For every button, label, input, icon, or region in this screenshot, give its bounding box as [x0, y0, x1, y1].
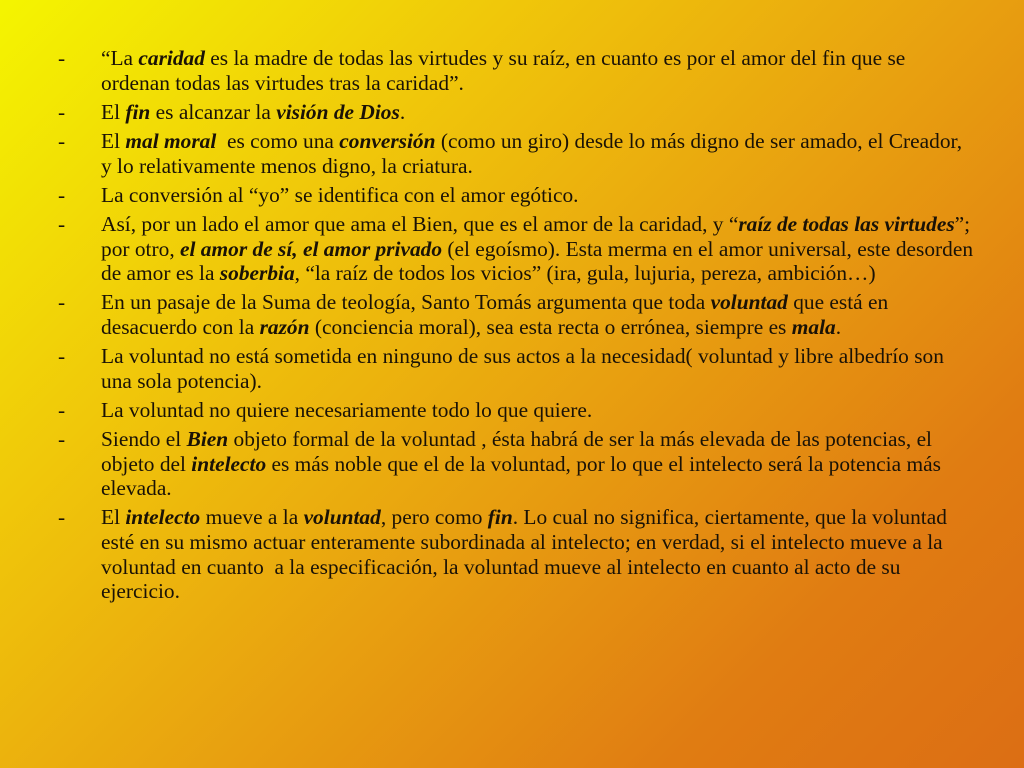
- bullet-dash: -: [58, 99, 66, 124]
- emphasis-term: voluntad: [710, 290, 788, 315]
- bullet-item: [58, 505, 978, 603]
- text-run: La conversión al “yo” se identifica con el amor egótico.: [101, 182, 579, 207]
- emphasis-term: raíz de todas las virtudes: [738, 211, 955, 236]
- text-run: (conciencia moral), sea esta recta o errónea, siempre es: [309, 314, 792, 339]
- bullet-text: [101, 183, 579, 207]
- emphasis-term: caridad: [138, 46, 205, 70]
- bullet-dash: -: [58, 128, 66, 153]
- bullet-dash: -: [58, 46, 66, 70]
- text-run: ”; por otro,: [101, 211, 976, 261]
- text-run: es alcanzar la: [150, 99, 277, 124]
- bullet-text: [101, 505, 952, 603]
- emphasis-term: soberbia: [219, 261, 295, 286]
- text-run: objeto formal de la voluntad , ésta habrá de ser la más elevada de las potencias, el objeto del: [101, 427, 938, 476]
- text-run: Así, por un lado el amor que ama el Bien, que es el amor de la caridad, y “: [101, 211, 739, 236]
- bullet-text: [101, 100, 405, 124]
- bullet-dash: -: [58, 344, 66, 369]
- text-run: , pero como: [380, 505, 488, 530]
- text-run: es la madre de todas las virtudes y su raíz, en cuanto es por el amor del fin que se ordenan todas las virtudes tras la caridad”.: [101, 46, 911, 95]
- emphasis-term: intelecto: [125, 505, 201, 530]
- bullet-dash: -: [58, 397, 66, 422]
- emphasis-term: Bien: [186, 427, 229, 452]
- text-run: El: [101, 128, 126, 153]
- text-run: que está en desacuerdo con la: [101, 290, 894, 339]
- text-run: es como una: [216, 128, 340, 153]
- text-run: .: [835, 314, 842, 339]
- text-run: (como un giro) desde lo más digno de ser amado, el Creador, y lo relativamente menos digno, la criatura.: [101, 128, 968, 178]
- bullet-text: [101, 427, 946, 500]
- text-run: El: [101, 99, 126, 124]
- bullet-item: [58, 100, 978, 125]
- text-run: “La: [101, 46, 139, 70]
- bullet-list: [58, 46, 978, 604]
- bullet-text: [101, 46, 911, 95]
- emphasis-term: razón: [259, 314, 310, 339]
- bullet-dash: -: [58, 211, 66, 236]
- bullet-text: [101, 290, 894, 339]
- bullet-item: [58, 183, 978, 208]
- text-run: (el egoísmo). Esta merma en el amor universal, este desorden de amor es la: [101, 236, 979, 286]
- slide-content: [58, 46, 978, 608]
- text-run: , “la raíz de todos los vicios” (ira, gula, lujuria, pereza, ambición…): [294, 261, 876, 286]
- bullet-dash: -: [58, 505, 66, 530]
- text-run: mueve a la: [200, 505, 304, 530]
- emphasis-term: mal moral: [125, 128, 217, 153]
- bullet-item: [58, 344, 978, 393]
- emphasis-term: el amor de sí, el amor privado: [180, 236, 443, 261]
- bullet-text: [101, 344, 949, 393]
- emphasis-term: conversión: [339, 128, 436, 153]
- bullet-item: [58, 129, 978, 178]
- text-run: .: [399, 99, 406, 124]
- bullet-item: [58, 427, 978, 501]
- text-run: El: [101, 505, 126, 530]
- bullet-text: [101, 129, 968, 178]
- bullet-text: [101, 398, 592, 422]
- emphasis-term: fin: [487, 505, 513, 530]
- emphasis-term: voluntad: [303, 505, 381, 530]
- bullet-item: [58, 46, 978, 95]
- bullet-item: [58, 212, 978, 286]
- text-run: Siendo el: [101, 427, 187, 452]
- text-run: La voluntad no está sometida en ninguno de sus actos a la necesidad( voluntad y libre albedrío son una sola potencia).: [101, 344, 950, 393]
- text-run: En un pasaje de la Suma de teología, Santo Tomás argumenta que toda: [101, 290, 711, 315]
- emphasis-term: visión de Dios: [276, 99, 400, 124]
- emphasis-term: mala: [791, 314, 836, 339]
- bullet-item: [58, 398, 978, 423]
- emphasis-term: fin: [125, 99, 151, 124]
- bullet-item: [58, 290, 978, 339]
- bullet-dash: -: [58, 427, 66, 452]
- emphasis-term: intelecto: [191, 451, 267, 476]
- bullet-dash: -: [58, 290, 66, 315]
- text-run: . Lo cual no significa, ciertamente, que la voluntad esté en su mismo actuar enteramente subordinada al intelecto; en verdad, si el intelecto mueve a la voluntad en cuanto a la especificación, la voluntad mueve al intelecto en cuanto al acto de su ejercicio.: [101, 505, 953, 604]
- text-run: es más noble que el de la voluntad, por lo que el intelecto será la potencia más elevada.: [101, 451, 947, 501]
- bullet-dash: -: [58, 182, 66, 207]
- bullet-text: [101, 212, 978, 285]
- text-run: La voluntad no quiere necesariamente todo lo que quiere.: [101, 397, 593, 422]
